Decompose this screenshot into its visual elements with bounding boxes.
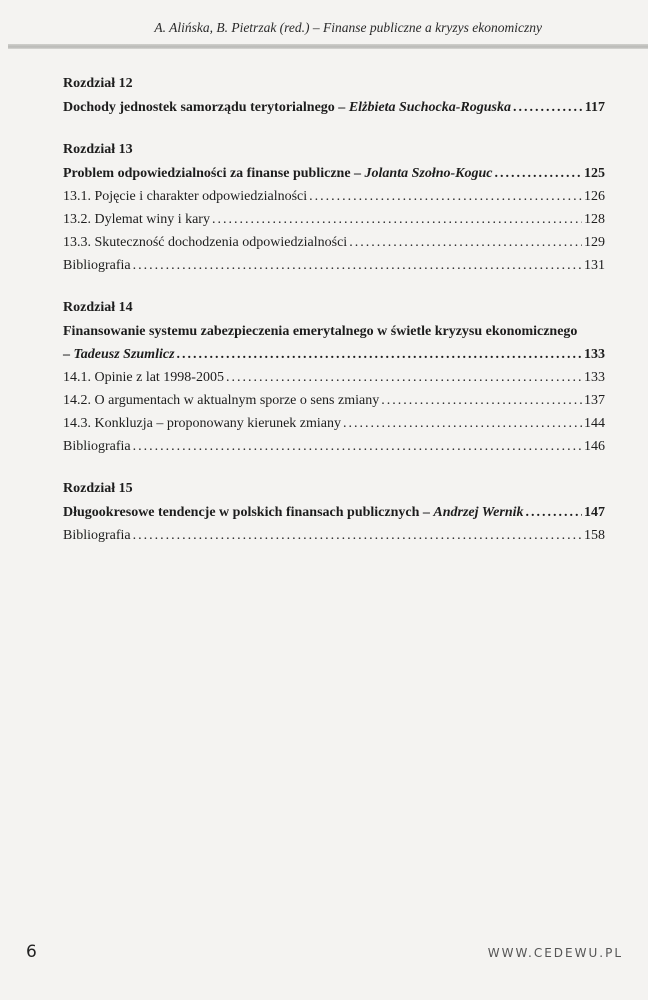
entry-title: 14.1. Opinie z lat 1998-2005 [63,370,224,385]
entry-title: – Tadeusz Szumlicz [63,347,175,362]
dot-leader [133,437,582,456]
toc-entry [63,503,605,526]
chapter-15 [63,479,605,549]
toc-entry [63,164,605,187]
entry-title: 14.2. O argumentach w aktualnym sporze o sens zmiany [63,393,380,408]
entry-author: Elżbieta Suchocka-Roguska [348,100,512,115]
dot-leader [526,503,582,522]
toc-entry [63,187,605,210]
header-rule [8,44,648,49]
entry-page-number: 137 [584,393,605,408]
toc-entry [63,210,605,233]
entry-title: Bibliografia [63,258,131,273]
toc-entry [63,414,605,437]
toc-entry [63,345,605,368]
entry-author: Andrzej Wernik [433,505,524,520]
dot-leader [309,187,582,206]
publisher-url: WWW.CEDEWU.PL [487,946,623,960]
dot-leader [495,164,582,183]
toc-entry [63,98,605,121]
dot-leader [226,368,582,387]
entry-title: Dochody jednostek samorządu terytorialnego – Elżbieta Suchocka-Roguska [63,100,512,115]
entry-page-number: 131 [584,258,605,273]
entry-title: Bibliografia [63,439,131,454]
page-number: 6 [26,942,37,962]
toc-entry [63,437,605,460]
entry-page-number: 133 [584,370,605,385]
dot-leader [343,414,582,433]
dot-leader [381,391,582,410]
dot-leader [349,233,582,252]
entry-page-number: 128 [584,212,605,227]
dot-leader [513,98,583,117]
dot-leader [212,210,582,229]
entry-title: 13.2. Dylemat winy i kary [63,212,210,227]
chapter-label: Rozdział 13 [63,142,133,157]
chapter-14 [63,298,605,460]
entry-page-number: 126 [584,189,605,204]
chapter-13 [63,140,605,279]
entry-page-number: 144 [584,416,605,431]
chapter-label: Rozdział 15 [63,481,133,496]
entry-page-number: 146 [584,439,605,454]
dot-leader [133,526,582,545]
entry-author: Jolanta Szołno-Koguc [364,166,493,181]
entry-title: Długookresowe tendencje w polskich finansach publicznych – Andrzej Wernik [63,505,524,520]
dot-leader [177,345,582,364]
toc-entry [63,391,605,414]
entry-title: Problem odpowiedzialności za finanse publiczne – Jolanta Szołno-Koguc [63,166,493,181]
entry-title: 13.3. Skuteczność dochodzenia odpowiedzialności [63,235,348,250]
entry-page-number: 147 [584,505,605,520]
entry-author: Tadeusz Szumlicz [73,347,175,362]
entry-page-number: 133 [584,347,605,362]
entry-title: Bibliografia [63,528,131,543]
chapter-label: Rozdział 14 [63,300,133,315]
entry-page-number: 158 [584,528,605,543]
toc-entry [63,233,605,256]
entry-page-number: 129 [584,235,605,250]
toc-entry [63,256,605,279]
entry-page-number: 125 [584,166,605,181]
running-header: A. Alińska, B. Pietrzak (red.) – Finanse publiczne a kryzys ekonomiczny [154,20,542,35]
table-of-contents [63,74,605,568]
dot-leader [133,256,582,275]
entry-title-line: Finansowanie systemu zabezpieczenia emerytalnego w świetle kryzysu ekonomicznego [63,324,578,339]
entry-title: 13.1. Pojęcie i charakter odpowiedzialności [63,189,308,204]
entry-page-number: 117 [584,100,605,115]
chapter-12 [63,74,605,121]
toc-entry [63,526,605,549]
chapter-label: Rozdział 12 [63,76,133,91]
toc-entry [63,368,605,391]
entry-title: 14.3. Konkluzja – proponowany kierunek zmiany [63,416,341,431]
